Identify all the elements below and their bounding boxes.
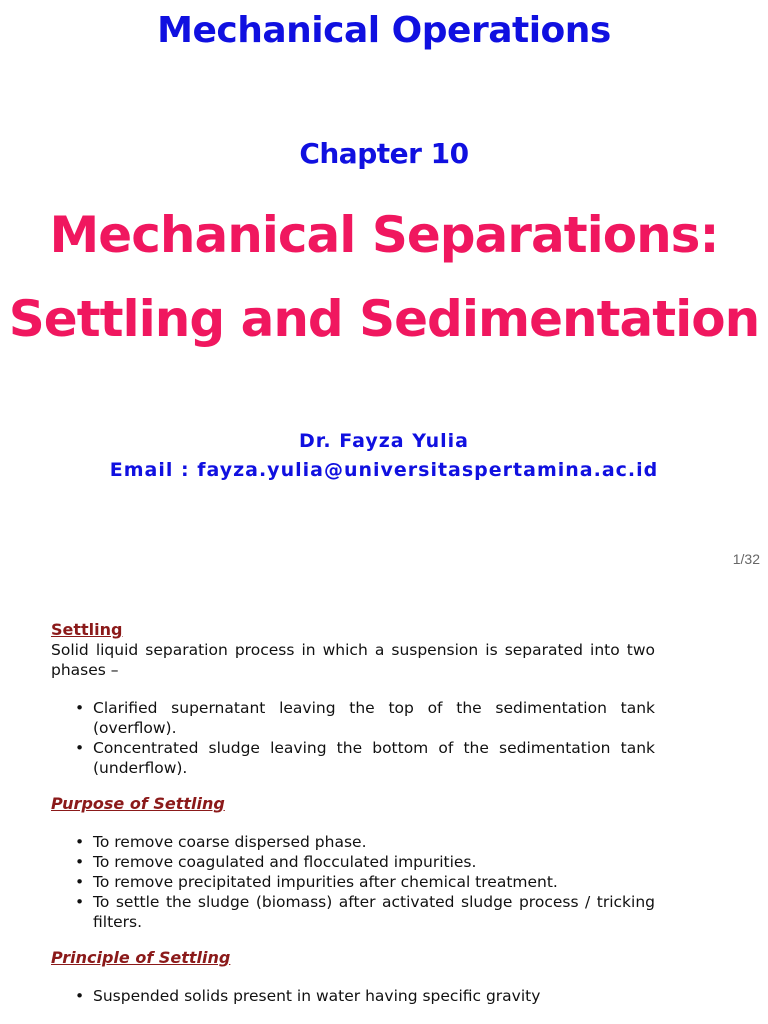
author-email: Email : fayza.yulia@universitaspertamina.ac.id xyxy=(109,459,659,481)
bullet-icon: • xyxy=(75,853,85,871)
bullet-icon: • xyxy=(75,987,85,1005)
list-item: • To remove coarse dispersed phase. xyxy=(75,833,367,851)
settling-bullets xyxy=(51,698,655,778)
heading-principle: Principle of Settling xyxy=(51,948,231,967)
principle-bullets xyxy=(51,986,655,1006)
bullet-icon: • xyxy=(75,739,85,757)
main-title-line2: Settling and Sedimentation xyxy=(8,290,760,348)
course-title: Mechanical Operations xyxy=(157,10,611,51)
list-item: • To settle the sludge (biomass) after activated sludge process / tricking filters. xyxy=(75,893,655,931)
settling-definition: Solid liquid separation process in which a suspension is separated into two phases – xyxy=(51,641,655,679)
bullet-icon: • xyxy=(75,833,85,851)
bullet-icon: • xyxy=(75,873,85,891)
slide-content xyxy=(51,620,655,1006)
slide-settling xyxy=(0,600,768,1024)
main-title-line1: Mechanical Separations: xyxy=(49,206,719,264)
page-number: 1/32 xyxy=(732,551,760,567)
list-item: • Suspended solids present in water having specific gravity xyxy=(75,987,541,1005)
list-item: • To remove coagulated and flocculated impurities. xyxy=(75,853,477,871)
heading-settling: Settling xyxy=(51,620,123,639)
list-item: • Clarified supernatant leaving the top of the sedimentation tank (overflow). xyxy=(75,699,655,737)
author-name: Dr. Fayza Yulia xyxy=(299,430,469,452)
chapter-label: Chapter 10 xyxy=(299,137,469,170)
list-item: • To remove precipitated impurities after chemical treatment. xyxy=(75,873,558,891)
list-item: • Concentrated sludge leaving the bottom of the sedimentation tank (underflow). xyxy=(75,739,655,777)
bullet-icon: • xyxy=(75,893,85,911)
purpose-bullets xyxy=(51,832,655,932)
heading-purpose: Purpose of Settling xyxy=(51,794,225,813)
bullet-icon: • xyxy=(75,699,85,717)
